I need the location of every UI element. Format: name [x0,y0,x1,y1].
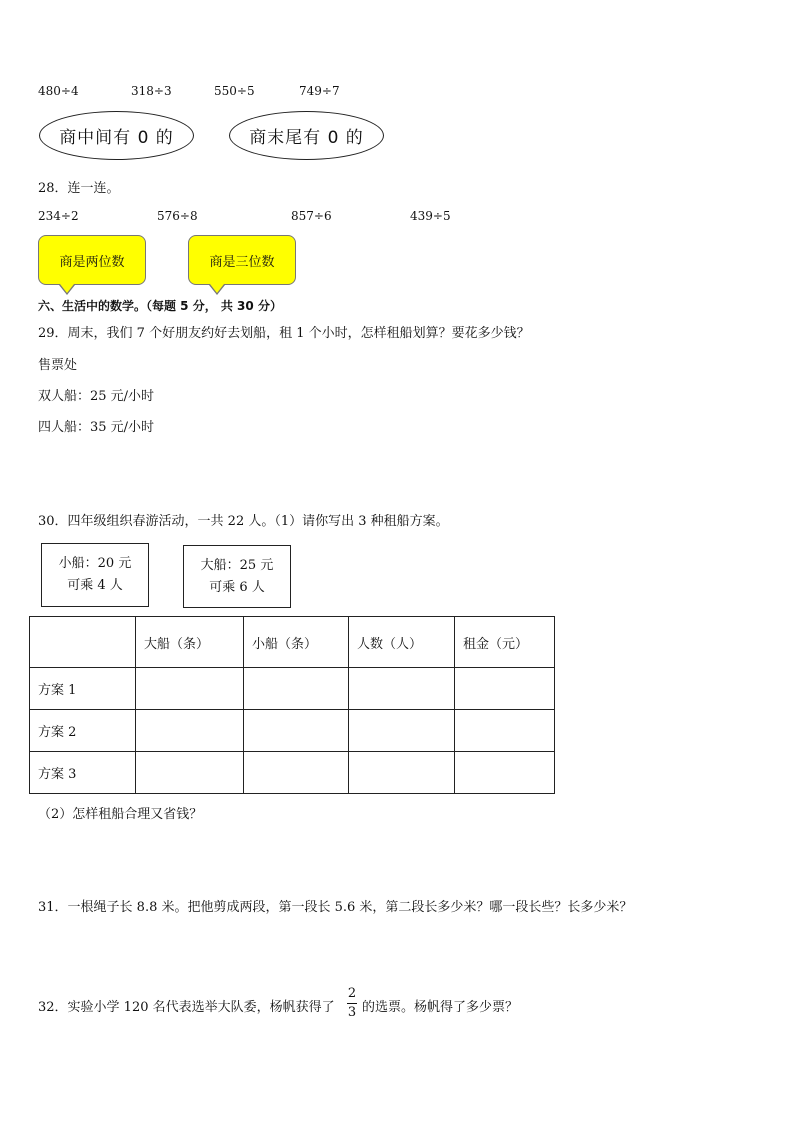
q27-expr-4: 749÷7 [299,84,340,98]
big-boat-capacity: 可乘 6 人 [209,579,265,595]
q29-ticket-office: 售票处 [38,358,78,373]
table-cell[interactable] [455,710,555,752]
q29-double-boat: 双人船：25 元/小时 [38,389,155,404]
small-boat-price: 小船：20 元 [58,556,132,571]
callout-three-digit [188,235,296,285]
table-cell[interactable] [244,710,349,752]
q32-text-before: 32．实验小学 120 名代表选举大队委，杨帆获得了 [38,1000,335,1015]
callout-two-digit [38,235,146,285]
table-cell[interactable] [455,752,555,794]
table-header-big-boat: 大船（条） [136,617,244,668]
table-header-rent: 租金（元） [455,617,555,668]
table-row [30,668,555,710]
table-row-label: 方案 3 [30,752,136,794]
q27-expr-2: 318÷3 [131,84,172,98]
oval-zero-middle: 商中间有 0 的 [39,111,194,160]
table-row [30,752,555,794]
table-row [30,710,555,752]
q28-expr-2: 576÷8 [157,209,198,223]
big-boat-box [183,545,291,608]
q29-text: 29．周末，我们 7 个好朋友约好去划船，租 1 个小时，怎样租船划算？要花多少钱？ [38,326,530,341]
fraction-bar [347,1003,357,1004]
q28-expr-4: 439÷5 [410,209,451,223]
callout-three-digit-label: 商是三位数 [209,254,275,270]
q27-expr-1: 480÷4 [38,84,79,98]
table-cell[interactable] [136,668,244,710]
q32-numerator: 2 [347,986,357,1001]
q32-fraction [347,986,357,1021]
oval-zero-end: 商末尾有 0 的 [229,111,384,160]
q27-expr-3: 550÷5 [214,84,255,98]
q28-title: 28．连一连。 [38,181,120,196]
q30-text: 30．四年级组织春游活动，一共 22 人。（1）请你写出 3 种租船方案。 [38,514,449,529]
table-row-label: 方案 2 [30,710,136,752]
q28-expr-3: 857÷6 [291,209,332,223]
table-cell[interactable] [244,668,349,710]
table-cell[interactable] [244,752,349,794]
q29-quad-boat: 四人船：35 元/小时 [38,420,155,435]
table-cell[interactable] [136,710,244,752]
table-cell[interactable] [349,668,455,710]
table-cell[interactable] [455,668,555,710]
callout-two-digit-label: 商是两位数 [59,254,125,270]
table-header-row [30,617,555,668]
table-row-label: 方案 1 [30,668,136,710]
table-cell[interactable] [349,752,455,794]
big-boat-price: 大船：25 元 [200,557,274,573]
small-boat-box [41,543,149,607]
small-boat-capacity: 可乘 4 人 [67,578,123,593]
q28-expr-1: 234÷2 [38,209,79,223]
table-header-small-boat: 小船（条） [244,617,349,668]
section-6-title: 六、生活中的数学。（每题 5 分， 共 30 分） [38,299,282,313]
q32-text-after: 的选票。杨帆得了多少票？ [362,1000,519,1015]
table-cell[interactable] [136,752,244,794]
table-header-blank [30,617,136,668]
q30-part2: （2）怎样租船合理又省钱？ [38,807,203,822]
rental-plan-table [29,616,555,794]
table-header-people: 人数（人） [349,617,455,668]
q32-denominator: 3 [347,1005,357,1020]
table-cell[interactable] [349,710,455,752]
q31-text: 31．一根绳子长 8.8 米。把他剪成两段，第一段长 5.6 米，第二段长多少米？哪一段长些？长多少米？ [38,900,633,915]
